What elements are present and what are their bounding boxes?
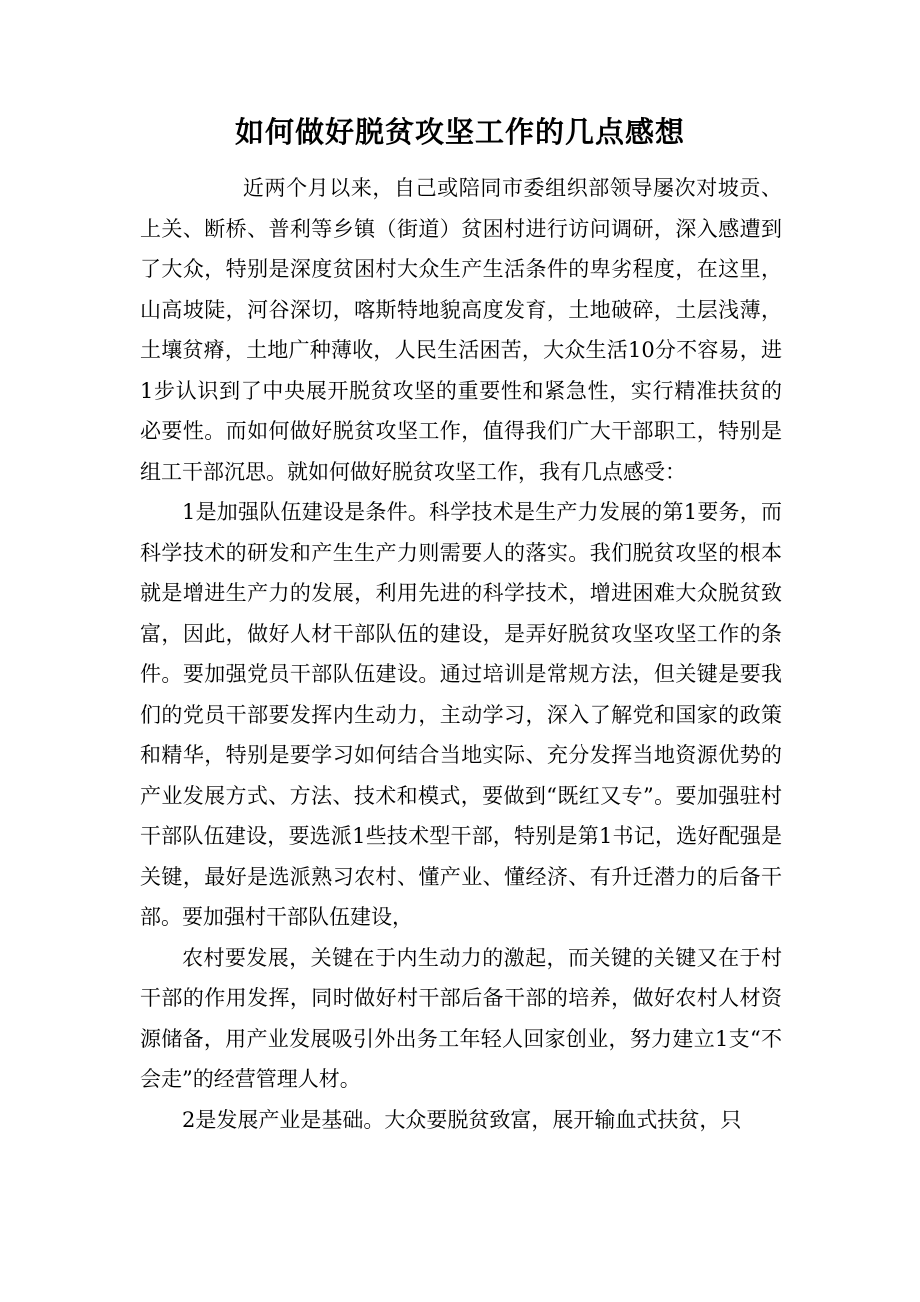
paragraph-point-1: 1是加强队伍建设是条件。科学技术是生产力发展的第1要务，而科学技术的研发和产生生产力则需要人的落实。我们脱贫攻坚的根本就是增进生产力的发展，利用先进的科学技术，增进困难大众脱贫致富，因此，做好人材干部队伍的建设，是弄好脱贫攻坚攻坚工作的条件。要加强党员干部队伍建设。通过培训是常规方法，但关键是要我们的党员干部要发挥内生动力，主动学习，深入了解党和国家的政策和精华，特别是要学习如何结合当地实际、充分发挥当地资源优势的产业发展方式、方法、技术和模式，要做到“既红又专”。要加强驻村干部队伍建设，要选派1些技术型干部，特别是第1书记，选好配强是关键，最好是选派熟习农村、懂产业、懂经济、有升迁潜力的后备干部。要加强村干部队伍建设， [140,500,782,929]
paragraph-intro: 近两个月以来，自己或陪同市委组织部领导屡次对坡贡、上关、断桥、普利等乡镇（街道）贫困村进行访问调研，深入感遭到了大众，特别是深度贫困村大众生产生活条件的卑劣程度，在这里，山高坡陡，河谷深切，喀斯特地貌高度发育，土地破碎，土层浅薄，土壤贫瘠，土地广种薄收，人民生活困苦，大众生活10分不容易，进1步认识到了中央展开脱贫攻坚的重要性和紧急性，实行精准扶贫的必要性。而如何做好脱贫攻坚工作，值得我们广大干部职工，特别是组工干部沉思。就如何做好脱贫攻坚工作，我有几点感受： [140,176,782,484]
document-body [140,168,782,1140]
document-title: 如何做好脱贫攻坚工作的几点感想 [234,115,685,149]
paragraph-point-2: 2是发展产业是基础。大众要脱贫致富，展开输血式扶贫，只 [182,1107,742,1132]
paragraph-village-cadres: 农村要发展，关键在于内生动力的激起，而关键的关键又在于村干部的作用发挥，同时做好村干部后备干部的培养，做好农村人材资源储备，用产业发展吸引外出务工年轻人回家创业，努力建立1支“不会走”的经营管理人材。 [140,945,782,1091]
